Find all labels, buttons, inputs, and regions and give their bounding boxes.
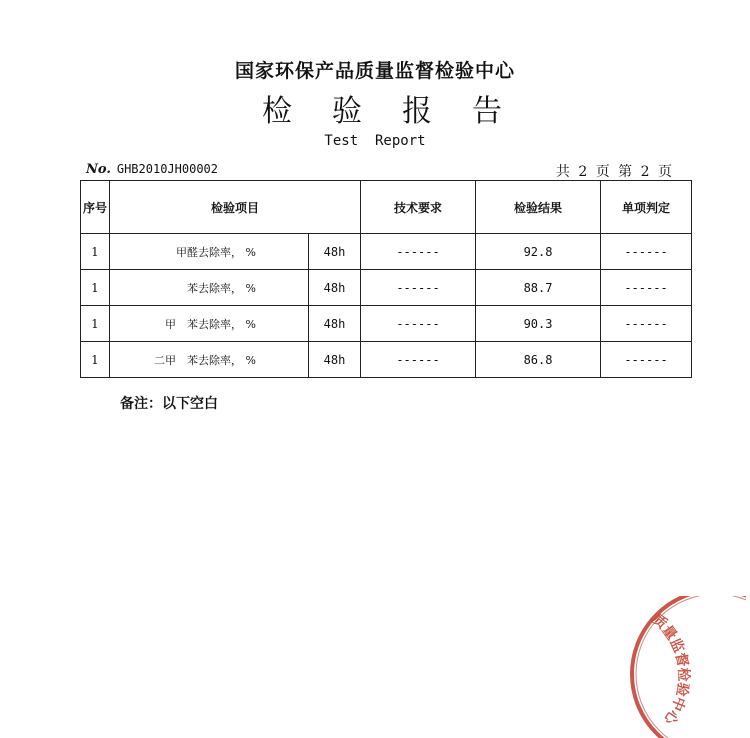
cell-judgement: ------ xyxy=(601,270,692,306)
title-char: 告 xyxy=(472,94,502,129)
cell-judgement: ------ xyxy=(601,306,692,342)
cell-requirement: ------ xyxy=(361,342,476,378)
cell-judgement: ------ xyxy=(601,234,692,270)
title-char: 验 xyxy=(332,94,362,129)
cell-requirement: ------ xyxy=(361,270,476,306)
cell-item: 甲 苯去除率， % xyxy=(110,306,309,342)
table-row xyxy=(81,270,692,306)
report-table xyxy=(80,180,692,378)
cell-judgement: ------ xyxy=(601,342,692,378)
official-seal-stamp xyxy=(586,596,746,738)
cell-duration: 48h xyxy=(309,270,361,306)
cell-result: 92.8 xyxy=(476,234,601,270)
cell-seq: 1 xyxy=(81,306,110,342)
report-number xyxy=(86,162,218,177)
cell-item: 二甲 苯去除率， % xyxy=(110,342,309,378)
table-header-row xyxy=(81,181,692,234)
title-char: 报 xyxy=(402,94,432,129)
report-title xyxy=(262,86,502,130)
title-char: 检 xyxy=(262,94,292,129)
stamp-text: 质量监督检验中心 xyxy=(648,611,692,728)
report-subtitle: Test Report xyxy=(324,133,426,149)
cell-duration: 48h xyxy=(309,234,361,270)
header-seq: 序号 xyxy=(81,181,110,234)
cell-duration: 48h xyxy=(309,306,361,342)
table-row xyxy=(81,306,692,342)
cell-result: 88.7 xyxy=(476,270,601,306)
organization-name: 国家环保产品质量监督检验中心 xyxy=(234,60,515,82)
cell-item: 苯去除率， % xyxy=(110,270,309,306)
header-result: 检验结果 xyxy=(476,181,601,234)
cell-seq: 1 xyxy=(81,234,110,270)
cell-requirement: ------ xyxy=(361,234,476,270)
header-requirement: 技术要求 xyxy=(361,181,476,234)
cell-duration: 48h xyxy=(309,342,361,378)
cell-item: 甲醛去除率， % xyxy=(110,234,309,270)
cell-result: 86.8 xyxy=(476,342,601,378)
cell-result: 90.3 xyxy=(476,306,601,342)
table-row xyxy=(81,342,692,378)
table-row xyxy=(81,234,692,270)
header-item: 检验项目 xyxy=(110,181,361,234)
report-number-label: No. xyxy=(86,162,111,177)
cell-seq: 1 xyxy=(81,342,110,378)
cell-seq: 1 xyxy=(81,270,110,306)
remark-text: 备注：以下空白 xyxy=(120,396,218,412)
header-judgement: 单项判定 xyxy=(601,181,692,234)
cell-requirement: ------ xyxy=(361,306,476,342)
report-number-value: GHB2010JH00002 xyxy=(116,162,219,176)
page-indicator: 共 2 页 第 2 页 xyxy=(555,164,674,180)
